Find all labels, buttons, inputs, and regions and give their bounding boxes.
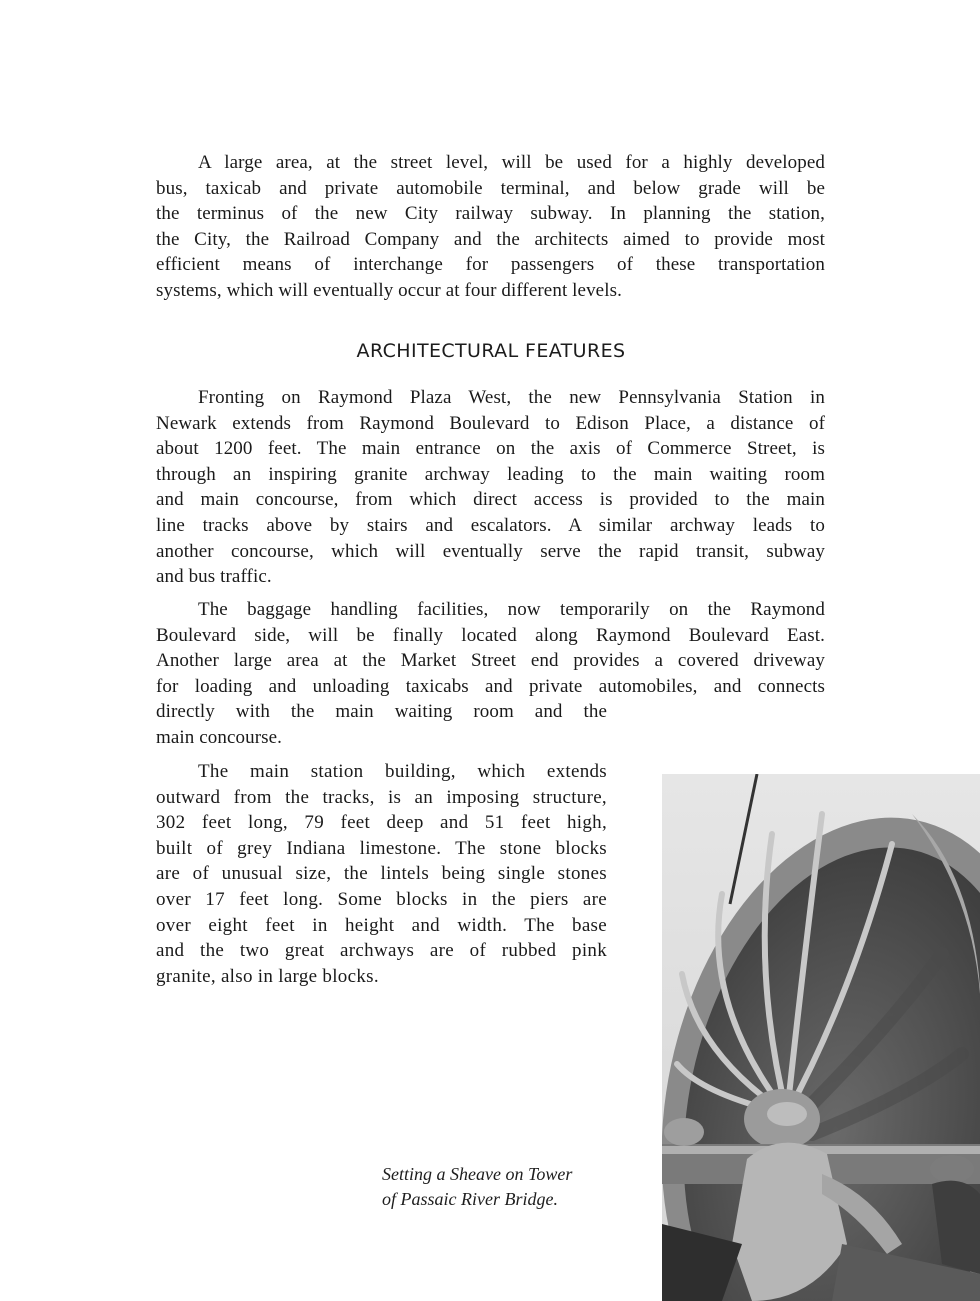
section-heading-text: ARCHITECTURAL FEATURES xyxy=(356,340,626,362)
text-line: and the two great archways are of rubbed pink xyxy=(156,940,607,962)
text-line: The baggage handling facilities, now temporarily on the Raymond xyxy=(198,599,825,620)
text-line: outward from the tracks, is an imposing structure, xyxy=(156,786,607,808)
text-line: and main concourse, from which direct access is provided to the main xyxy=(156,489,825,511)
text-line: through an inspiring granite archway leading to the main waiting room xyxy=(156,463,825,485)
text-line: and bus traffic. xyxy=(156,566,272,588)
text-line: over 17 feet long. Some blocks in the piers are xyxy=(156,888,607,910)
text-line: directly with the main waiting room and the xyxy=(156,701,607,723)
text-line: another concourse, which will eventually serve the rapid transit, subway xyxy=(156,540,825,562)
text-line: built of grey Indiana limestone. The stone blocks xyxy=(156,837,607,859)
text-line: the City, the Railroad Company and the architects aimed to provide most xyxy=(156,228,825,250)
text-line: over eight feet in height and width. The base xyxy=(156,914,607,936)
text-line: Boulevard side, will be finally located along Raymond Boulevard East. xyxy=(156,624,825,646)
text-line: granite, also in large blocks. xyxy=(156,965,379,987)
text-line: Newark extends from Raymond Boulevard to Edison Place, a distance of xyxy=(156,412,825,434)
text-line: main concourse. xyxy=(156,726,283,748)
text-line: about 1200 feet. The main entrance on the axis of Commerce Street, is xyxy=(156,438,825,460)
figure-caption xyxy=(382,1162,572,1212)
paragraph-architectural-features xyxy=(156,385,825,590)
text-line: 302 feet long, 79 feet deep and 51 feet high, xyxy=(156,812,607,834)
text-line: A large area, at the street level, will be used for a highly developed xyxy=(198,152,825,173)
text-line: line tracks above by stairs and escalators. A similar archway leads to xyxy=(156,514,825,536)
paragraph-street-level-terminal xyxy=(156,150,825,304)
caption-line: of Passaic River Bridge. xyxy=(382,1189,558,1209)
text-line: are of unusual size, the lintels being single stones xyxy=(156,863,607,885)
sheave-photo-illustration xyxy=(662,774,980,1301)
paragraph-main-station-building xyxy=(156,759,607,989)
text-line: for loading and unloading taxicabs and private automobiles, and connects xyxy=(156,675,825,697)
sheave-photograph xyxy=(662,774,980,1301)
text-line: The main station building, which extends xyxy=(198,761,607,782)
text-line: Another large area at the Market Street end provides a covered driveway xyxy=(156,650,825,672)
section-heading xyxy=(0,340,980,362)
text-line: Fronting on Raymond Plaza West, the new Pennsylvania Station in xyxy=(198,387,825,408)
text-line: bus, taxicab and private automobile terminal, and below grade will be xyxy=(156,177,825,199)
paragraph-baggage-facilities xyxy=(156,597,825,751)
text-line: systems, which will eventually occur at four different levels. xyxy=(156,279,622,301)
text-line: efficient means of interchange for passengers of these transportation xyxy=(156,254,825,276)
text-line: the terminus of the new City railway subway. In planning the station, xyxy=(156,203,825,225)
caption-line: Setting a Sheave on Tower xyxy=(382,1164,573,1184)
